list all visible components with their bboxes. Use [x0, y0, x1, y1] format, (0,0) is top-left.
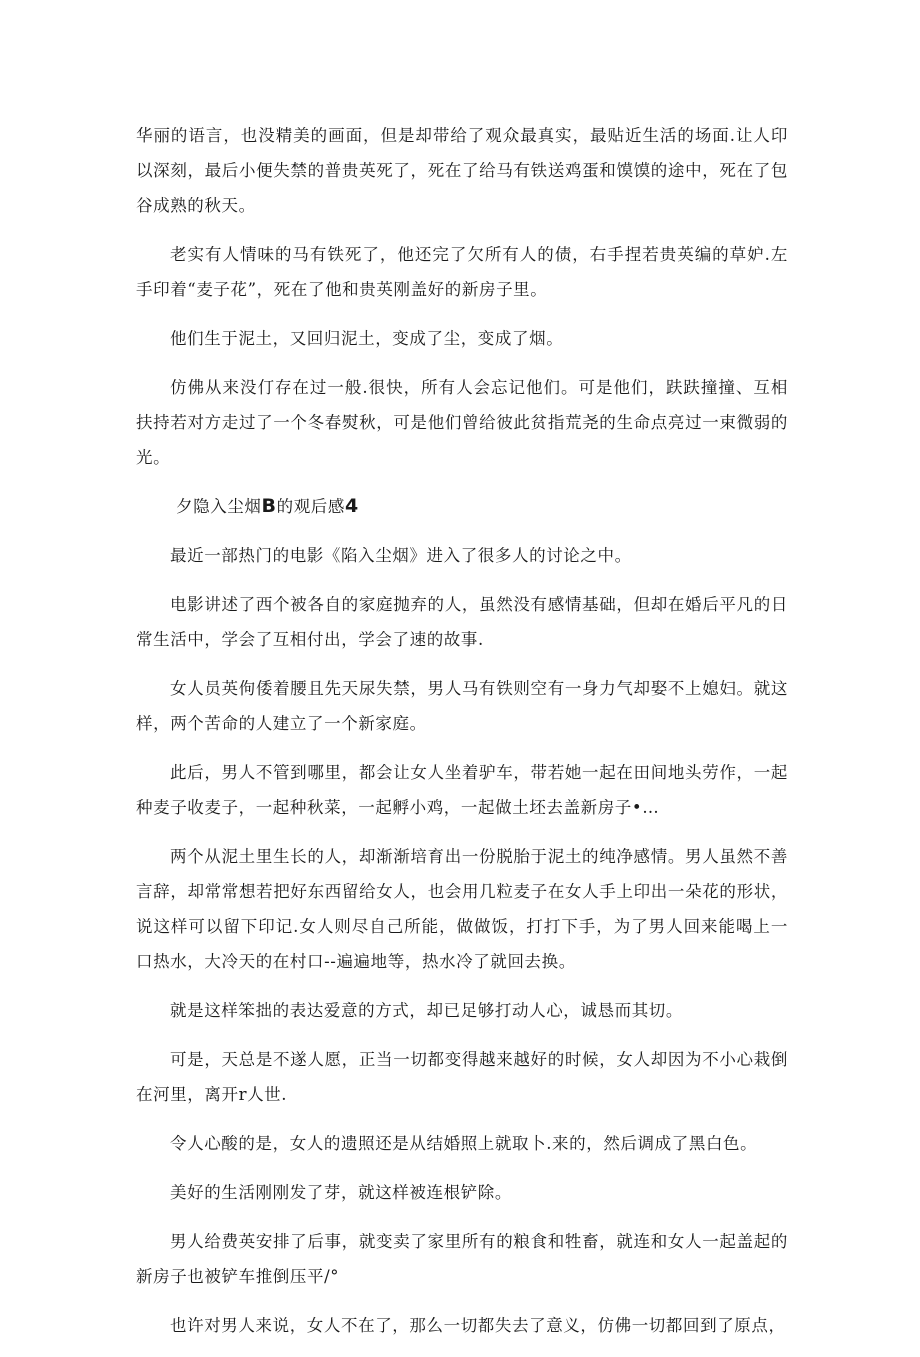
heading-letter: B [261, 495, 277, 517]
paragraph: 华丽的语言，也没精美的画面，但是却带给了观众最真实，最贴近生活的场面.让人印以深刻，最后小便失禁的普贵英死了，死在了给马有铁送鸡蛋和馍馍的途中，死在了包谷成熟的秋天。 [136, 126, 788, 215]
paragraph: 两个从泥土里生长的人，却渐渐培育出一份脱胎于泥土的纯净感情。男人虽然不善言辞，却常常想若把好东西留给女人，也会用几粒麦子在女人手上印出一朵花的形状，说这样可以留下印记.女人则尽自己所能，做做饭，打打下手，为了男人回来能喝上一口热水，大冷天的在村口--遍遍地等，热水冷了就回去换。 [136, 847, 788, 971]
heading-number: 4 [345, 495, 359, 517]
paragraph: 男人给费英安排了后事，就变卖了家里所有的粮食和牲畜，就连和女人一起盖起的新房子也被铲车推倒压平/° [136, 1232, 788, 1286]
heading-prefix: 夕隐入尘烟 [176, 497, 262, 516]
section-heading [136, 489, 788, 524]
paragraph: 老实有人情味的马有铁死了，他还完了欠所有人的债，右手捏若贵英编的草妒.左手印着“麦子花”，死在了他和贵英刚盖好的新房子里。 [136, 245, 788, 299]
paragraph: 美好的生活刚刚发了芽，就这样被连根铲除。 [170, 1183, 512, 1202]
paragraph: 最近一部热门的电影《陷入尘烟》进入了很多人的讨论之中。 [170, 546, 632, 565]
paragraph: 令人心酸的是，女人的遗照还是从结婚照上就取卜.来的，然后调成了黑白色。 [170, 1134, 758, 1153]
paragraph: 也许对男人来说，女人不在了，那么一切都失去了意义，仿佛一切都回到了原点， [170, 1316, 786, 1335]
document-body [136, 118, 788, 1357]
paragraph: 可是，天总是不遂人愿，正当一切都变得越来越好的时候，女人却因为不小心栽倒在河里，离开r人世. [136, 1050, 788, 1104]
paragraph: 电影讲述了西个被各自的家庭抛弃的人，虽然没有感情基础，但却在婚后平凡的日常生活中，学会了互相付出，学会了速的故事. [136, 595, 788, 649]
paragraph: 就是这样笨拙的表达爱意的方式，却已足够打动人心，诚恳而其切。 [170, 1001, 683, 1020]
heading-middle: 的观后感 [276, 497, 345, 516]
paragraph: 此后，男人不管到哪里，都会让女人坐着驴车，带若她一起在田间地头劳作，一起种麦子收麦子，一起种秋菜，一起孵小鸡，一起做土坯去盖新房子•… [136, 763, 788, 817]
paragraph: 女人员英佝倭着腰且先天尿失禁，男人马有铁则空有一身力气却娶不上媳妇。就这样，两个苦命的人建立了一个新家庭。 [136, 679, 788, 733]
paragraph: 他们生于泥土，又回归泥土，变成了尘，变成了烟。 [170, 329, 564, 348]
paragraph: 仿佛从来没仃存在过一般.很快，所有人会忘记他们。可是他们，趺趺撞撞、互相扶持若对方走过了一个冬春熨秋，可是他们曾给彼此贫指荒尧的生命点亮过一束微弱的光。 [136, 378, 788, 467]
